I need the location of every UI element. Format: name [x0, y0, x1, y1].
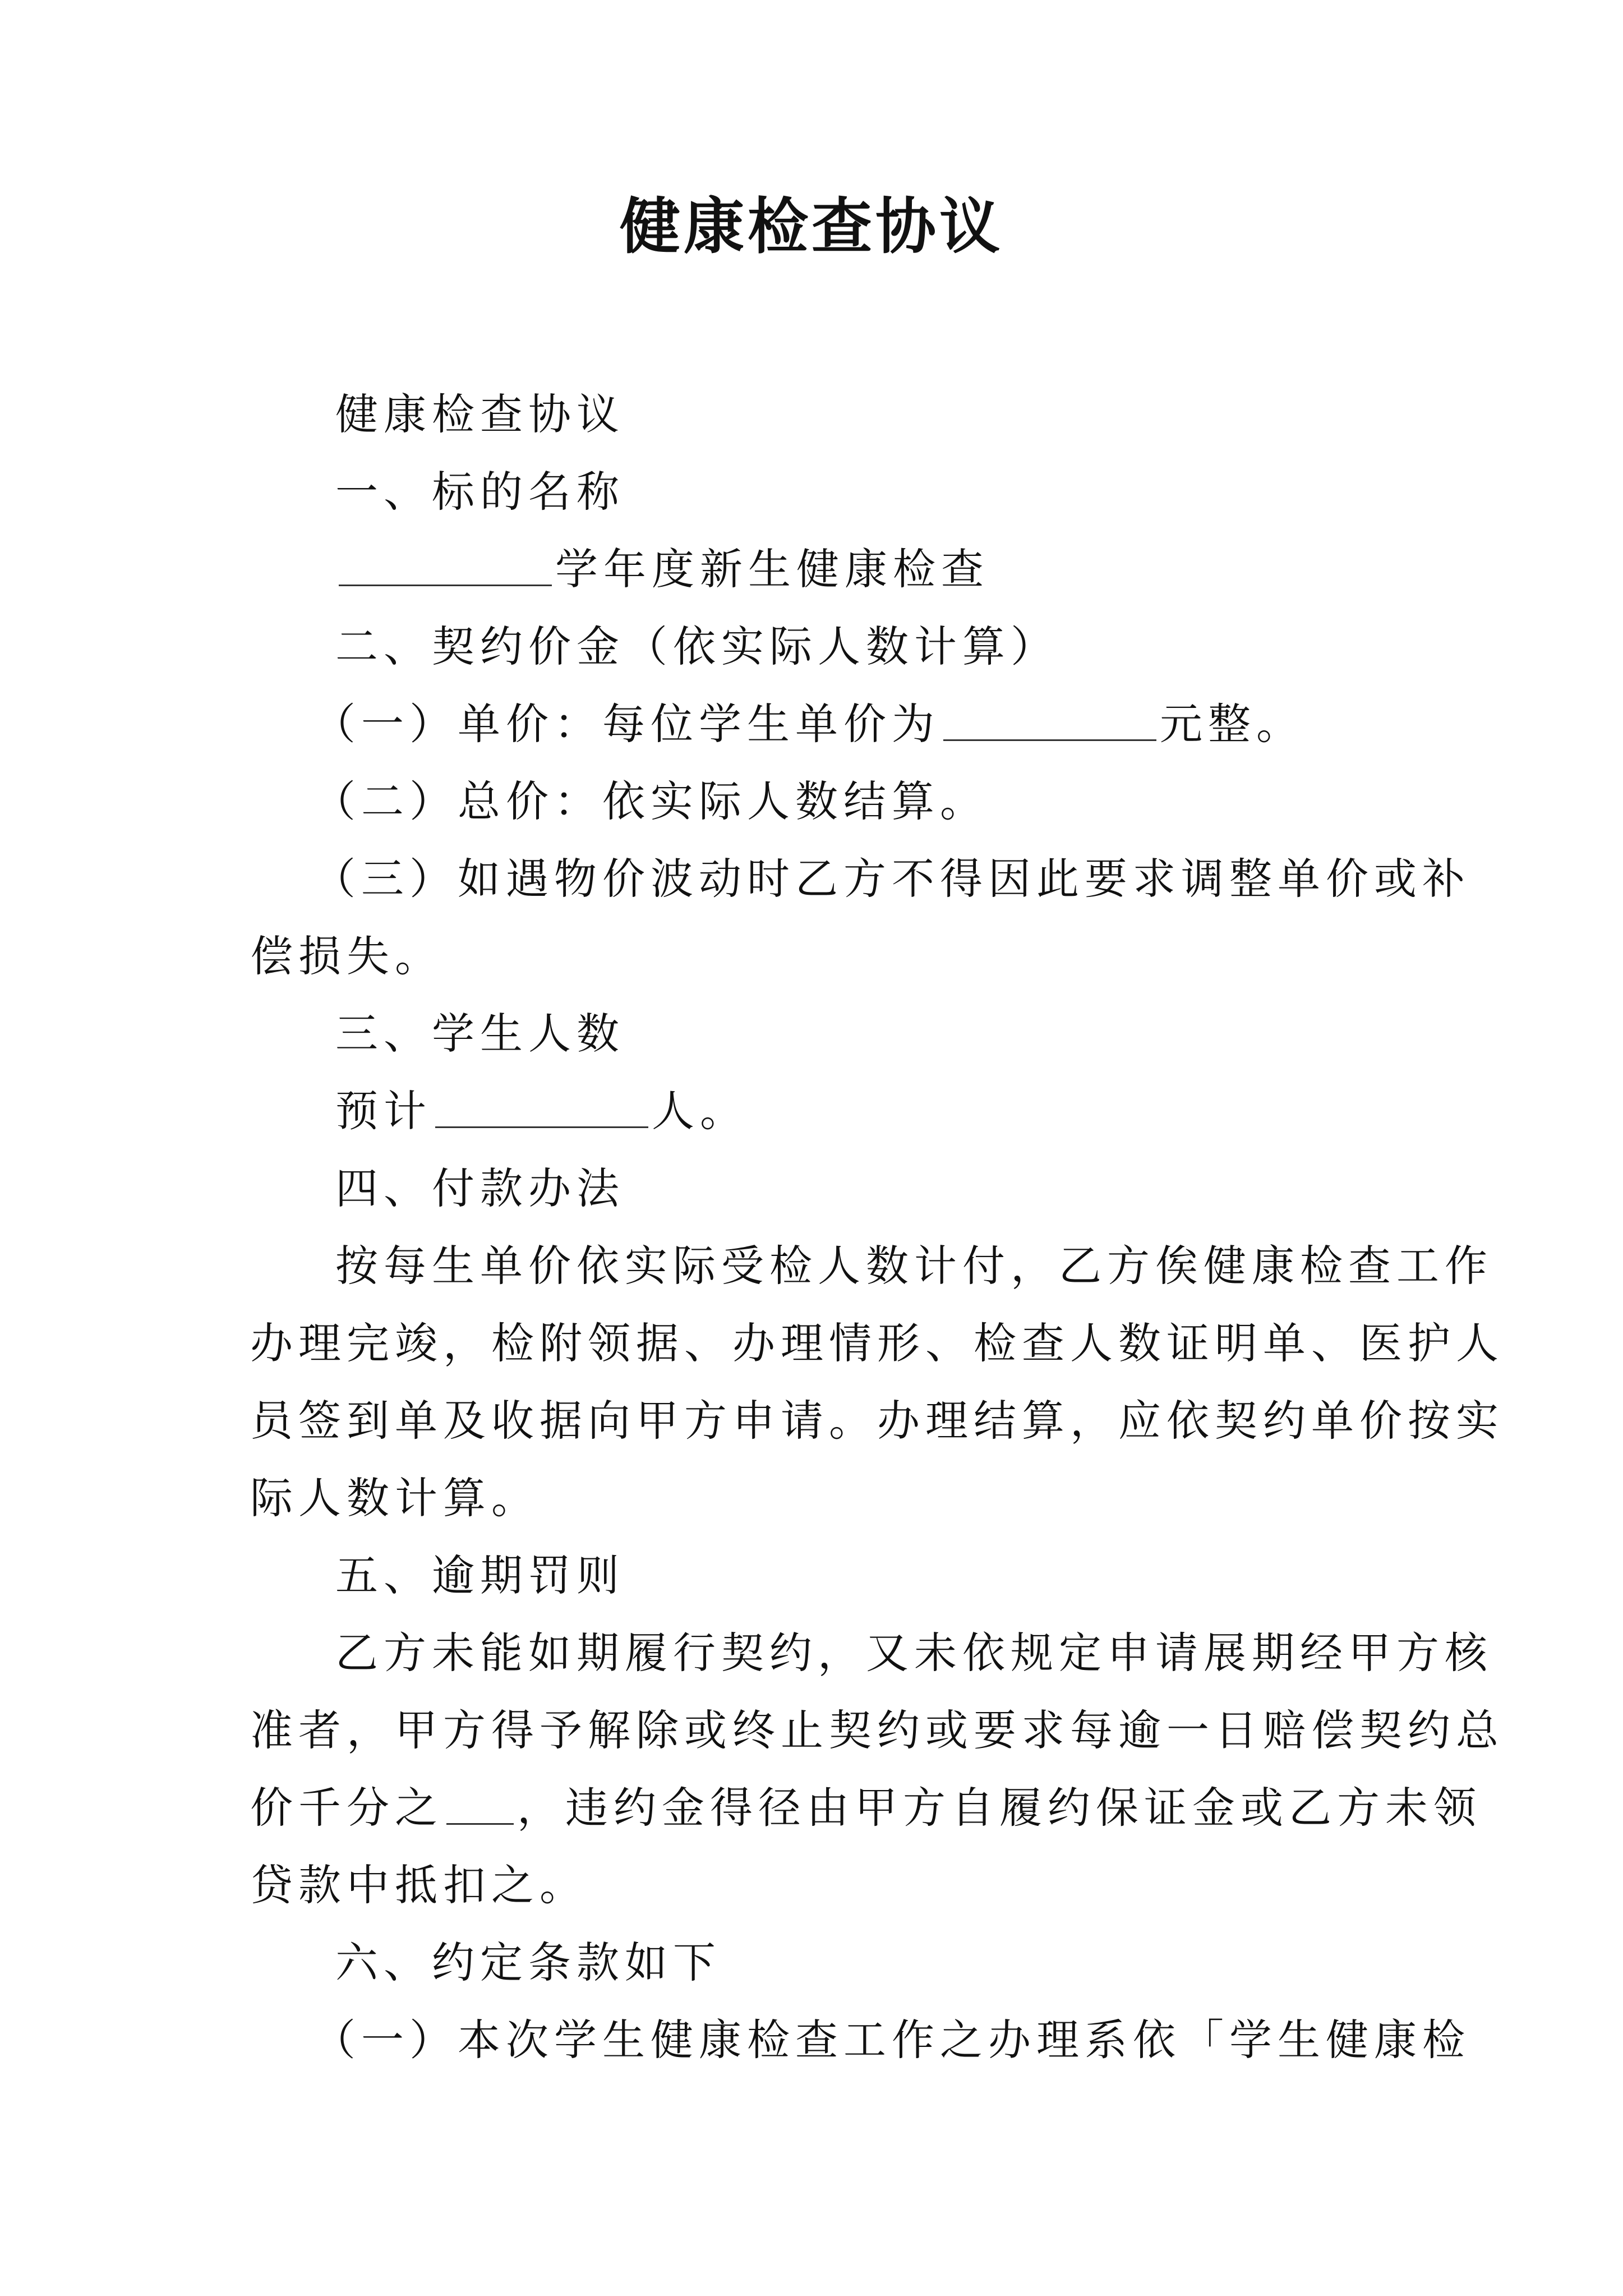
section-4-line1: 按每生单价依实际受检人数计付，乙方俟健康检查工作: [335, 1241, 1493, 1291]
section-4-heading: 四、付款办法: [335, 1163, 625, 1213]
section-2-heading: 二、契约价金（依实际人数计算）: [335, 622, 1059, 671]
section-3-estimate: [250, 1073, 1383, 1150]
section-5-heading: 五、逾期罚则: [335, 1550, 625, 1600]
section-3-heading: 三、学生人数: [335, 1009, 625, 1059]
section-1-item: [250, 531, 1383, 608]
section-2-price-fluctuation-line1: （三）如遇物价波动时乙方不得因此要求调整单价或补: [313, 854, 1470, 904]
section-1-heading: 一、标的名称: [335, 467, 625, 517]
unit-price-suffix: 元整。: [1160, 699, 1304, 749]
unit-price-blank: [943, 699, 1156, 741]
section-1-item-text: 学年度新生健康检查: [555, 544, 989, 594]
unit-price-prefix: （一）单价：每位学生单价为: [313, 699, 940, 749]
section-2-price-fluctuation-line2: 偿损失。: [250, 931, 443, 981]
section-5-line1: 乙方未能如期履行契约，又未依规定申请展期经甲方核: [335, 1628, 1493, 1678]
section-5-line2: 准者，甲方得予解除或终止契约或要求每逾一日赔偿契约总: [250, 1705, 1504, 1755]
section-6-clause-1: （一）本次学生健康检查工作之办理系依「学生健康检: [313, 2015, 1470, 2065]
penalty-rate-blank: [446, 1783, 514, 1825]
estimate-prefix: 预计: [335, 1086, 432, 1136]
penalty-suffix: ，违约金得径由甲方自履约保证金或乙方未领: [517, 1783, 1482, 1833]
section-2-unit-price: [250, 685, 1383, 763]
section-5-line4: 贷款中抵扣之。: [250, 1860, 588, 1910]
document-title: 健康检查协议: [619, 192, 1003, 262]
document-subtitle: 健康检查协议: [335, 389, 625, 439]
section-4-line3: 员签到单及收据向甲方申请。办理结算，应依契约单价按实: [250, 1396, 1504, 1446]
student-count-blank: [435, 1086, 648, 1128]
school-year-blank: [339, 544, 552, 586]
estimate-suffix: 人。: [652, 1086, 748, 1136]
section-4-line4: 际人数计算。: [250, 1473, 540, 1523]
section-2-total-price: （二）总价：依实际人数结算。: [313, 776, 988, 826]
section-6-heading: 六、约定条款如下: [335, 1938, 721, 1987]
section-5-line3: [250, 1769, 1482, 1847]
section-4-line2: 办理完竣，检附领据、办理情形、检查人数证明单、医护人: [250, 1318, 1504, 1368]
document-body: [250, 376, 1504, 2079]
penalty-prefix: 价千分之: [250, 1783, 443, 1833]
